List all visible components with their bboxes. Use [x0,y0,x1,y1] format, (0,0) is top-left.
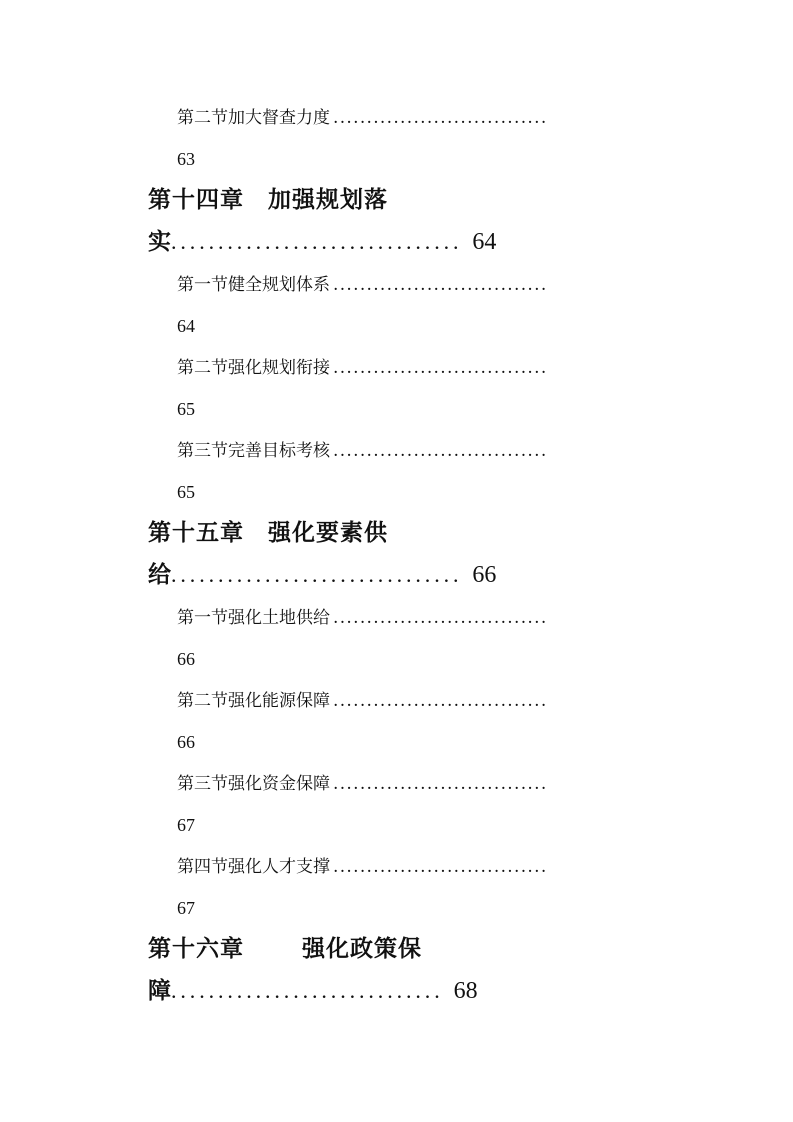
toc-entry-section-title [177,856,649,878]
chapter-page-number: 64 [472,229,497,255]
toc-chapter-heading [148,519,388,547]
chapter-label: 第十四章 [148,187,244,213]
toc-entry-section-title [177,607,649,629]
leader-dots: ................................ [333,441,548,461]
chapter-title: 强化要素供 [268,520,388,546]
toc-chapter-continuation [148,977,478,1005]
leader-dots: ................................ [333,358,548,378]
toc-chapter-heading [148,186,388,214]
section-title-text: 第一节强化土地供给 [177,608,330,628]
toc-chapter-heading [148,935,422,963]
leader-dots: ................................ [333,108,548,128]
leader-dots: ............................. [171,978,444,1003]
toc-entry-page-number: 65 [177,482,195,502]
section-title-text: 第二节强化规划衔接 [177,358,330,378]
toc-entry-section-title [177,107,649,129]
section-title-text: 第一节健全规划体系 [177,275,330,295]
chapter-title-tail: 障 [148,978,171,1004]
chapter-title-tail: 实 [148,229,171,255]
toc-entry-page-number: 64 [177,316,195,336]
section-title-text: 第三节强化资金保障 [177,774,330,794]
section-title-text: 第二节强化能源保障 [177,691,330,711]
chapter-label: 第十五章 [148,520,244,546]
toc-entry-section-title [177,357,649,379]
toc-entry-page-number: 66 [177,649,195,669]
toc-entry-page-number: 65 [177,399,195,419]
toc-chapter-continuation [148,561,496,589]
toc-entry-section-title [177,773,649,795]
chapter-page-number: 68 [453,978,478,1004]
leader-dots: ................................ [333,275,548,295]
section-title-text: 第三节完善目标考核 [177,441,330,461]
leader-dots: ............................... [171,229,463,254]
leader-dots: ............................... [171,562,463,587]
toc-entry-page-number: 67 [177,815,195,835]
toc-entry-section-title [177,440,649,462]
section-title-text: 第四节强化人才支撑 [177,857,330,877]
chapter-title-tail: 给 [148,562,171,588]
chapter-title: 加强规划落 [268,187,388,213]
leader-dots: ................................ [333,608,548,628]
toc-chapter-continuation [148,228,496,256]
toc-entry-page-number: 66 [177,732,195,752]
toc-entry-page-number: 63 [177,149,195,169]
leader-dots: ................................ [333,857,548,877]
toc-entry-section-title [177,690,649,712]
section-title-text: 第二节加大督查力度 [177,108,330,128]
chapter-label: 第十六章 [148,936,244,962]
chapter-page-number: 66 [472,562,497,588]
chapter-title: 强化政策保 [302,936,422,962]
leader-dots: ................................ [333,774,548,794]
leader-dots: ................................ [333,691,548,711]
toc-entry-page-number: 67 [177,898,195,918]
toc-entry-section-title [177,274,649,296]
